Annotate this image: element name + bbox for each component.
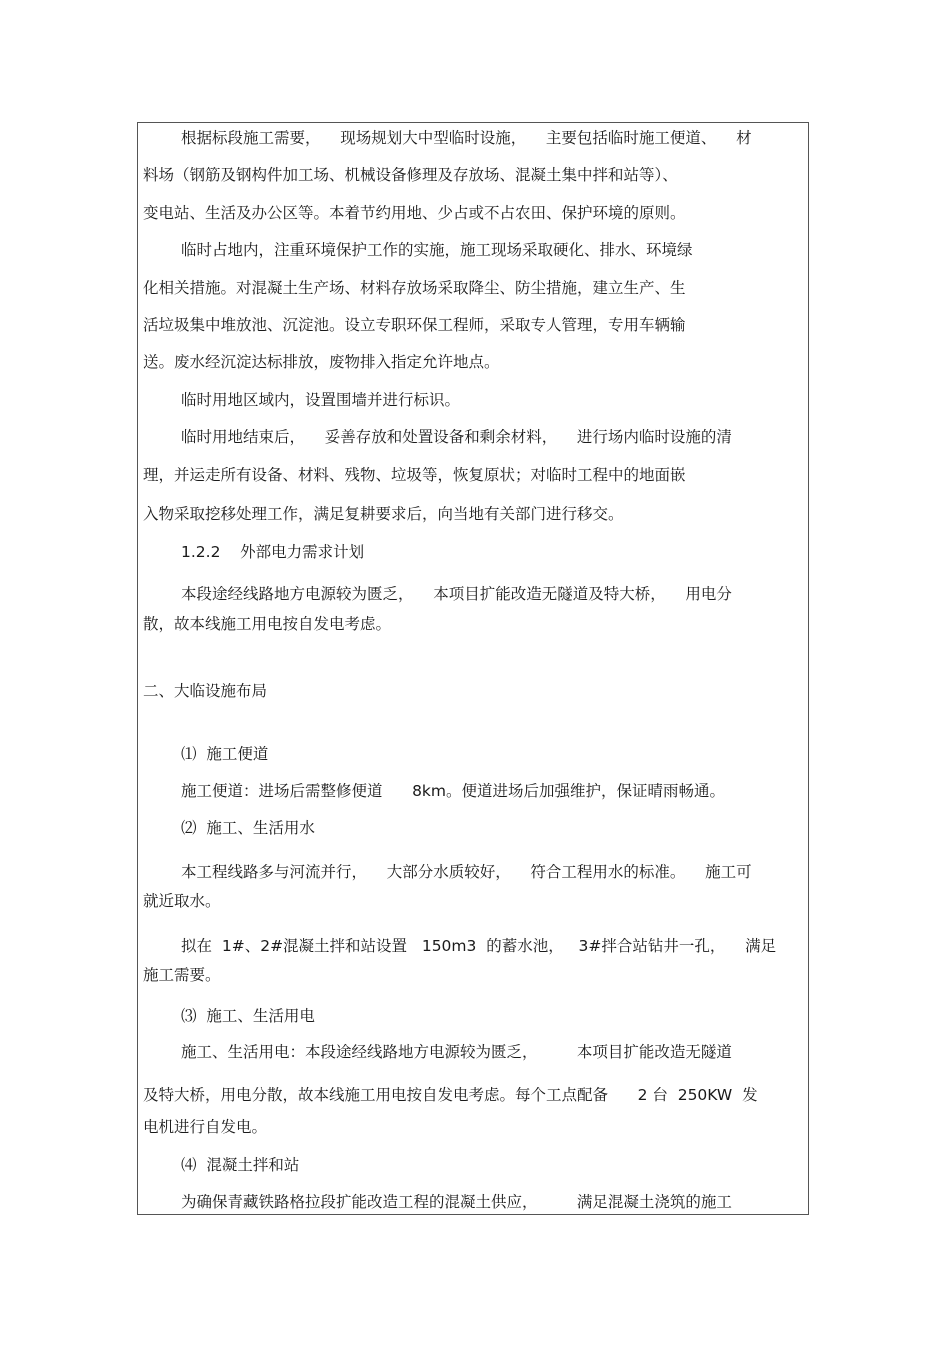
subsection-heading: ⑴ 施工便道 <box>181 745 269 763</box>
paragraph-line: 活垃圾集中堆放池、沉淀池。设立专职环保工程师，采取专人管理，专用车辆输 <box>143 316 686 334</box>
paragraph-line: 临时占地内，注重环境保护工作的实施，施工现场采取硬化、排水、环境绿 <box>181 241 693 259</box>
paragraph-line: 就近取水。 <box>143 892 221 910</box>
paragraph-line: 电机进行自发电。 <box>143 1118 268 1136</box>
paragraph-line: 变电站、生活及办公区等。本着节约用地、少占或不占农田、保护环境的原则。 <box>143 204 686 222</box>
paragraph-line: 散，故本线施工用电按自发电考虑。 <box>143 615 392 633</box>
subsection-heading: ⑵ 施工、生活用水 <box>181 819 315 837</box>
paragraph-line: 根据标段施工需要， 现场规划大中型临时设施， 主要包括临时施工便道、 材 <box>181 129 752 147</box>
paragraph-line: 施工、生活用电：本段途经线路地方电源较为匮乏， 本项目扩能改造无隧道 <box>181 1043 732 1061</box>
paragraph-line: 为确保青藏铁路格拉段扩能改造工程的混凝土供应， 满足混凝土浇筑的施工 <box>181 1193 732 1211</box>
subsection-heading: ⑷ 混凝土拌和站 <box>181 1156 300 1174</box>
paragraph-line: 本工程线路多与河流并行， 大部分水质较好， 符合工程用水的标准。 施工可 <box>181 863 752 881</box>
paragraph-line: 拟在 1#、2#混凝土拌和站设置 150m3 的蓄水池， 3#拌合站钻井一孔， 满足 <box>181 937 777 955</box>
subsection-heading: ⑶ 施工、生活用电 <box>181 1007 315 1025</box>
paragraph-line: 临时用地结束后， 妥善存放和处置设备和剩余材料， 进行场内临时设施的清 <box>181 428 732 446</box>
paragraph-line: 临时用地区域内，设置围墙并进行标识。 <box>181 391 461 409</box>
paragraph-line: 施工便道：进场后需整修便道 8km。便道进场后加强维护，保证晴雨畅通。 <box>181 782 726 800</box>
paragraph-line: 化相关措施。对混凝土生产场、材料存放场采取降尘、防尘措施，建立生产、生 <box>143 279 686 297</box>
paragraph-line: 及特大桥，用电分散，故本线施工用电按自发电考虑。每个工点配备 2 台 250KW 发 <box>143 1086 758 1104</box>
paragraph-line: 理，并运走所有设备、材料、残物、垃圾等，恢复原状；对临时工程中的地面嵌 <box>143 466 686 484</box>
paragraph-line: 施工需要。 <box>143 966 221 984</box>
paragraph-line: 本段途经线路地方电源较为匮乏， 本项目扩能改造无隧道及特大桥， 用电分 <box>181 585 732 603</box>
section-heading: 二、大临设施布局 <box>143 682 268 700</box>
paragraph-line: 送。废水经沉淀达标排放，废物排入指定允许地点。 <box>143 353 500 371</box>
paragraph-line: 入物采取挖移处理工作，满足复耕要求后，向当地有关部门进行移交。 <box>143 505 624 523</box>
section-heading: 1.2.2 外部电力需求计划 <box>181 543 365 561</box>
paragraph-line: 料场（钢筋及钢构件加工场、机械设备修理及存放场、混凝土集中拌和站等）、 <box>143 166 678 184</box>
